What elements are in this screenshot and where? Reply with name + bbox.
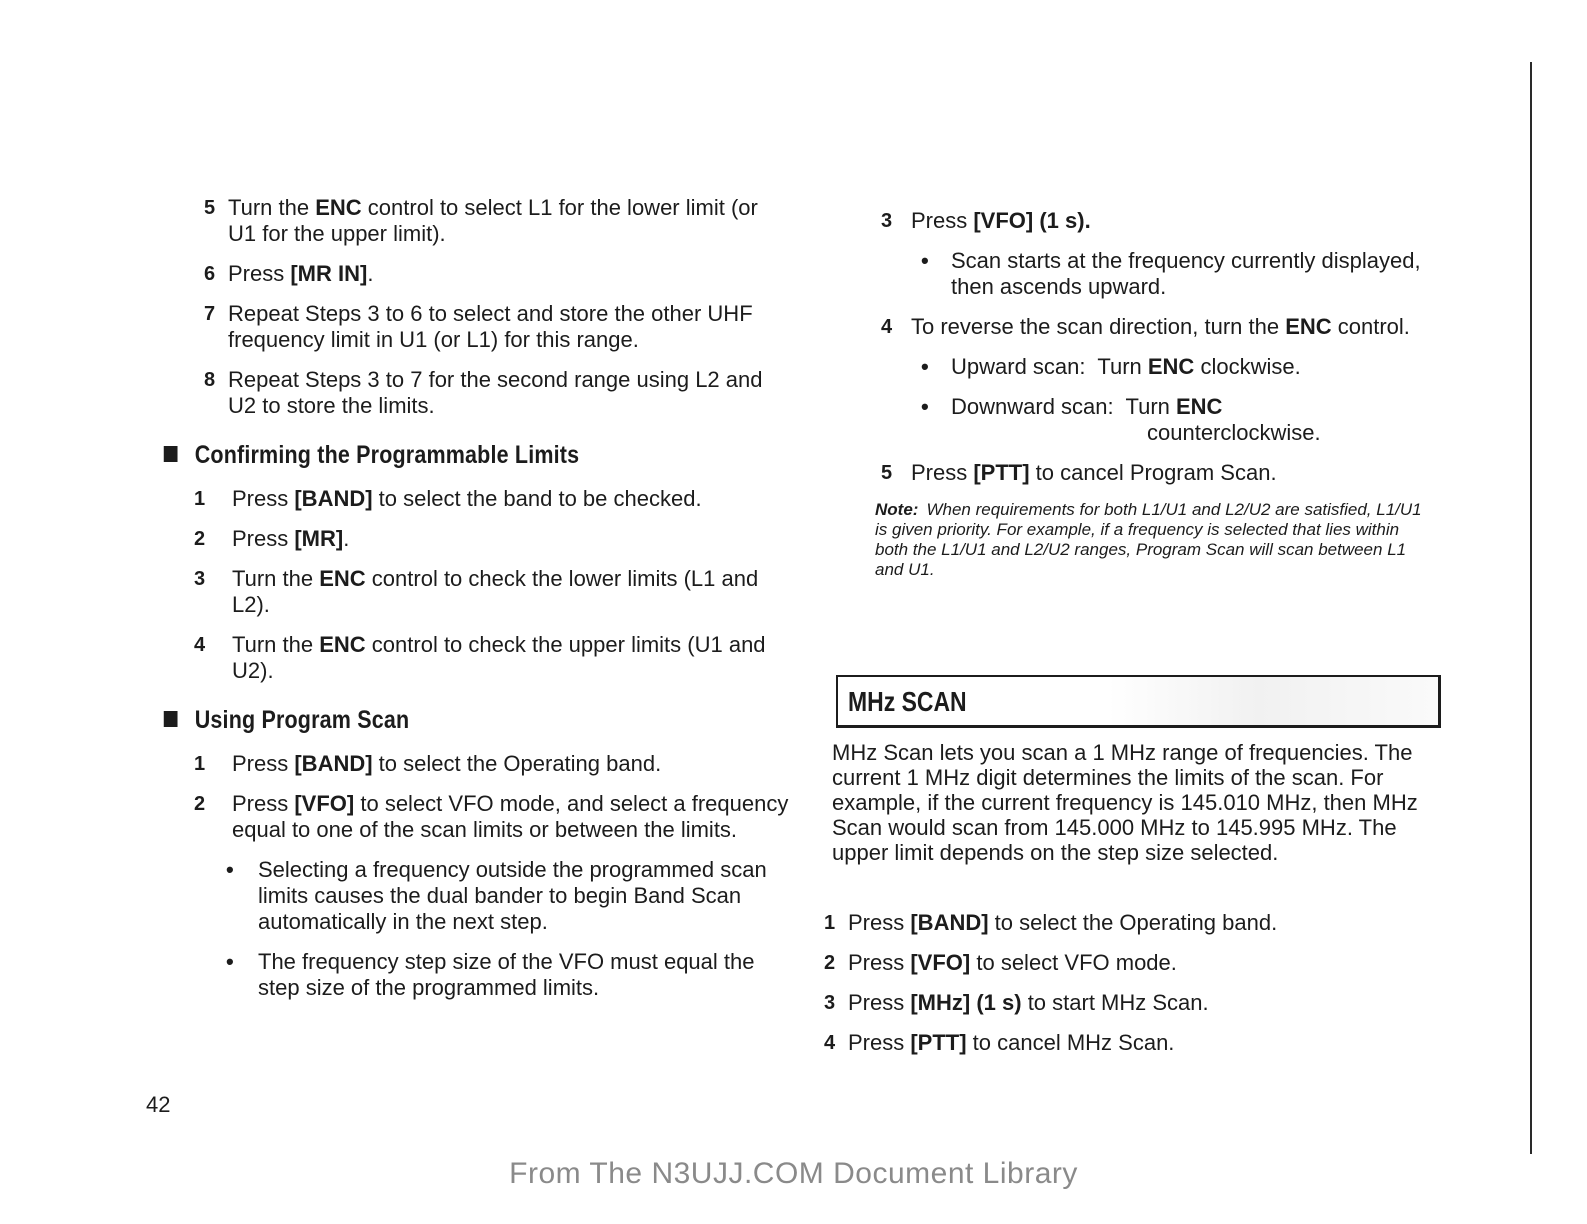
step-number: 1 (194, 488, 206, 510)
bullet-dot-icon: • (921, 248, 929, 273)
note-text: Note: When requirements for both L1/U1 and L2/U2 are satisfied, L1/U1 is given priority. For example, if a frequency is selected that lies within both the L1/U1 and L2/U2 ranges, Program Scan will scan between L1 and U1. (875, 500, 1422, 579)
step-number: 7 (204, 303, 216, 325)
bullet-upward-scan: • Upward scan: Turn ENC clockwise. (921, 354, 1301, 379)
step-number: 1 (824, 912, 836, 934)
page-number: 42 (146, 1092, 171, 1117)
footer-watermark: From The N3UJJ.COM Document Library (509, 1157, 1078, 1190)
step-8: 8 Repeat Steps 3 to 7 for the second range using L2 and U2 to store the limits. (204, 367, 763, 418)
confirm-step-4: 4 Turn the ENC control to check the upper limits (U1 and U2). (194, 632, 766, 683)
step-number: 3 (881, 210, 893, 232)
bullet-scan-starts: • Scan starts at the frequency currently displayed, then ascends upward. (921, 248, 1421, 299)
section-heading-confirming-limits: Confirming the Programmable Limits (150, 441, 700, 470)
mhz-step-4: 4 Press [PTT] to cancel MHz Scan. (824, 1030, 1175, 1055)
bullet-dot-icon: • (226, 949, 234, 974)
step-number: 4 (194, 634, 206, 656)
step-number: 1 (194, 753, 206, 775)
bullet-dot-icon: • (921, 394, 929, 419)
step-number: 3 (194, 568, 206, 590)
section-heading-using-program-scan: Using Program Scan (150, 706, 700, 735)
mhz-step-1: 1 Press [BAND] to select the Operating band. (824, 910, 1278, 935)
mhz-step-3: 3 Press [MHz] (1 s) to start MHz Scan. (824, 990, 1209, 1015)
step-number: 4 (881, 316, 893, 338)
program-scan-step-2: 2 Press [VFO] to select VFO mode, and select a frequency equal to one of the scan limits or between the limits. (194, 791, 789, 842)
scan-step-4: 4 To reverse the scan direction, turn the ENC control. (881, 314, 1410, 339)
step-number: 2 (194, 793, 206, 815)
step-number: 3 (824, 992, 836, 1014)
step-5: 5 Turn the ENC control to select L1 for the lower limit (or U1 for the upper limit). (204, 195, 758, 246)
confirm-step-3: 3 Turn the ENC control to check the lower limits (L1 and L2). (194, 566, 759, 617)
mhz-scan-title: MHz SCAN (848, 686, 967, 717)
bullet-dot-icon: • (226, 857, 234, 882)
mhz-step-2: 2 Press [VFO] to select VFO mode. (824, 950, 1177, 975)
step-6: 6 Press [MR IN]. (204, 261, 374, 286)
step-number: 5 (204, 197, 216, 219)
bullet-step-size: • The frequency step size of the VFO must equal the step size of the programmed limits. (226, 949, 755, 1000)
confirm-step-1: 1 Press [BAND] to select the band to be checked. (194, 486, 702, 511)
scan-step-5: 5 Press [PTT] to cancel Program Scan. (881, 460, 1277, 485)
left-column (150, 195, 790, 1015)
confirm-step-2: 2 Press [MR]. (194, 526, 350, 551)
mhz-scan-steps (770, 910, 1430, 1070)
step-number: 8 (204, 369, 216, 391)
square-bullet-icon (164, 711, 178, 727)
step-number: 2 (194, 528, 206, 550)
page-edge-line (1530, 62, 1532, 1154)
square-bullet-icon (164, 446, 178, 462)
bullet-outside-limits: • Selecting a frequency outside the programmed scan limits causes the dual bander to begin Band Scan automatically in the next step. (226, 857, 767, 934)
bullet-downward-scan: • Downward scan: Turn ENC counterclockwise. (921, 394, 1321, 445)
step-7: 7 Repeat Steps 3 to 6 to select and store the other UHF frequency limit in U1 (or L1) for this range. (204, 301, 753, 352)
step-number: 2 (824, 952, 836, 974)
bullet-dot-icon: • (921, 354, 929, 379)
step-number: 6 (204, 263, 216, 285)
step-number: 4 (824, 1032, 836, 1054)
mhz-scan-description: MHz Scan lets you scan a 1 MHz range of frequencies. The current 1 MHz digit determines the limits of the scan. For example, if the current frequency is 145.010 MHz, then MHz Scan would scan from 145.000 MHz to 145.995 MHz. The upper limit depends on the step size selected. (832, 740, 1418, 865)
step-number: 5 (881, 462, 893, 484)
right-column (825, 208, 1445, 580)
scan-step-3: 3 Press [VFO] (1 s). (881, 208, 1091, 233)
program-scan-step-1: 1 Press [BAND] to select the Operating band. (194, 751, 662, 776)
mhz-scan-title-box (836, 675, 1441, 728)
